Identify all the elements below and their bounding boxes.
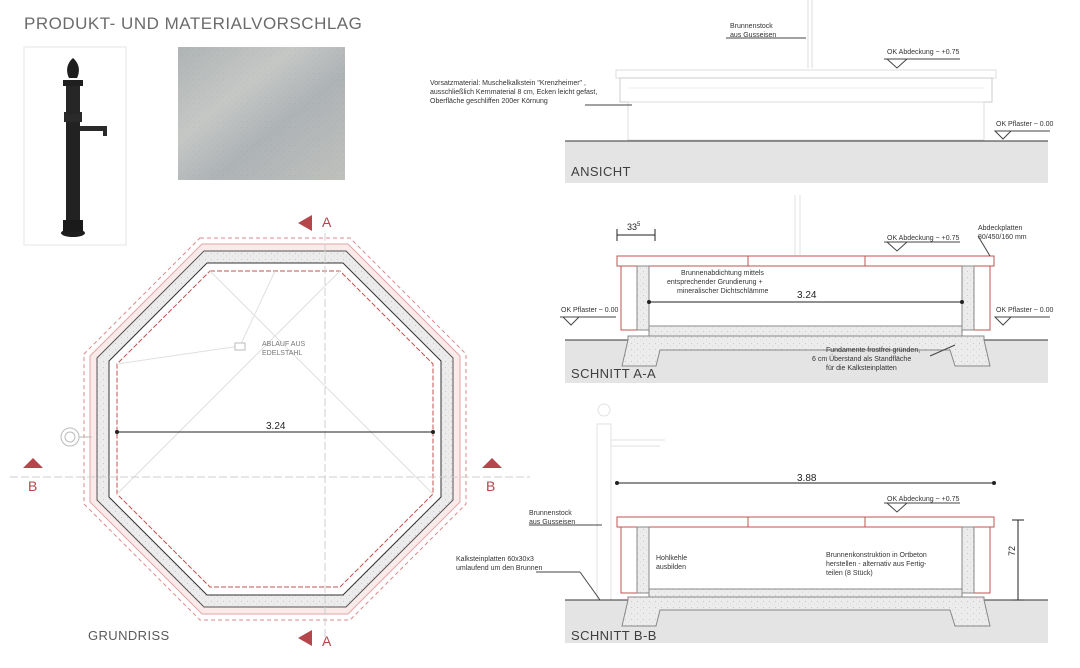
aa-seal-1: Brunnenabdichtung mittels [681,270,764,277]
plan-view [10,233,530,645]
material-note-3: Oberfläche geschliffen 200er Körnung [430,98,548,105]
aa-found-3: für die Kalksteinplatten [826,365,897,372]
section-b-left-label: B [28,478,38,494]
aa-seal-3: mineralischer Dichtschlämme [677,288,769,295]
aa-found-2: 6 cm Überstand als Standfläche [812,356,912,363]
bb-stock-1: Brunnenstock [529,510,572,517]
elev-ok-paving: OK Pflaster ~ 0.00 [996,121,1054,128]
section-b-right-label: B [486,478,496,494]
aa-cover-2: 80/450/160 mm [978,234,1027,241]
bb-stock-2: aus Gusseisen [529,519,576,526]
section-marker-a-top [298,215,312,231]
paving-note-2: umlaufend um den Brunnen [456,565,543,572]
drain-label-2: EDELSTAHL [262,350,303,357]
elevation-label: ANSICHT [571,164,631,179]
bb-cove-1: Hohlkehle [656,555,688,562]
section-bb-label: SCHNITT B-B [571,628,657,643]
bb-ok-cover: OK Abdeckung ~ +0.75 [887,496,960,503]
elev-ok-cover: OK Abdeckung ~ +0.75 [887,49,960,56]
aa-ok-cover: OK Abdeckung ~ +0.75 [887,235,960,242]
section-marker-b-left [23,458,43,468]
material-note-2: ausschließlich Kernmaterial 8 cm, Ecken leicht gefast, [430,89,598,96]
aa-seal-2: entsprechender Grundierung + [667,279,763,286]
aa-dim-inner: 3.24 [797,290,817,301]
section-marker-a-bottom [298,630,312,646]
section-a-top-label: A [322,214,332,230]
section-a-bottom-label: A [322,633,332,649]
aa-ok-paving-right: OK Pflaster ~ 0.00 [996,307,1054,314]
paving-note-1: Kalksteinplatten 60x30x3 [456,556,534,563]
elev-stock-2: aus Gusseisen [730,32,777,39]
bb-dim-outer: 3.88 [797,473,817,484]
material-note-1: Vorsatzmaterial: Muschelkalkstein "Krenzheimer" , [430,80,586,87]
aa-ok-paving-left: OK Pflaster ~ 0.00 [561,307,619,314]
elev-stock-1: Brunnenstock [730,23,773,30]
elevation-view [565,0,1050,183]
pump-photo [24,47,126,245]
section-aa-label: SCHNITT A-A [571,366,657,381]
material-swatch [178,47,345,180]
section-bb-view [529,404,1048,643]
bb-constr-1: Brunnenkonstruktion in Ortbeton [826,552,927,559]
bb-cove-2: ausbilden [656,564,686,571]
aa-cover-1: Abdeckplatten [978,225,1023,232]
plan-dimension: 3.24 [266,421,286,432]
bb-constr-2: herstellen - alternativ aus Fertig- [826,561,927,568]
aa-dim-small: $33^5$ [627,222,641,232]
section-marker-b-right [482,458,502,468]
bb-constr-3: teilen (8 Stück) [826,570,873,577]
plan-label: GRUNDRISS [88,628,170,643]
bb-dim-height: 72 [1007,545,1017,556]
page-title: PRODUKT- UND MATERIALVORSCHLAG [24,14,363,33]
aa-found-1: Fundamente frostfrei gründen, [826,347,921,354]
drain-label-1: ABLAUF AUS [262,341,306,348]
